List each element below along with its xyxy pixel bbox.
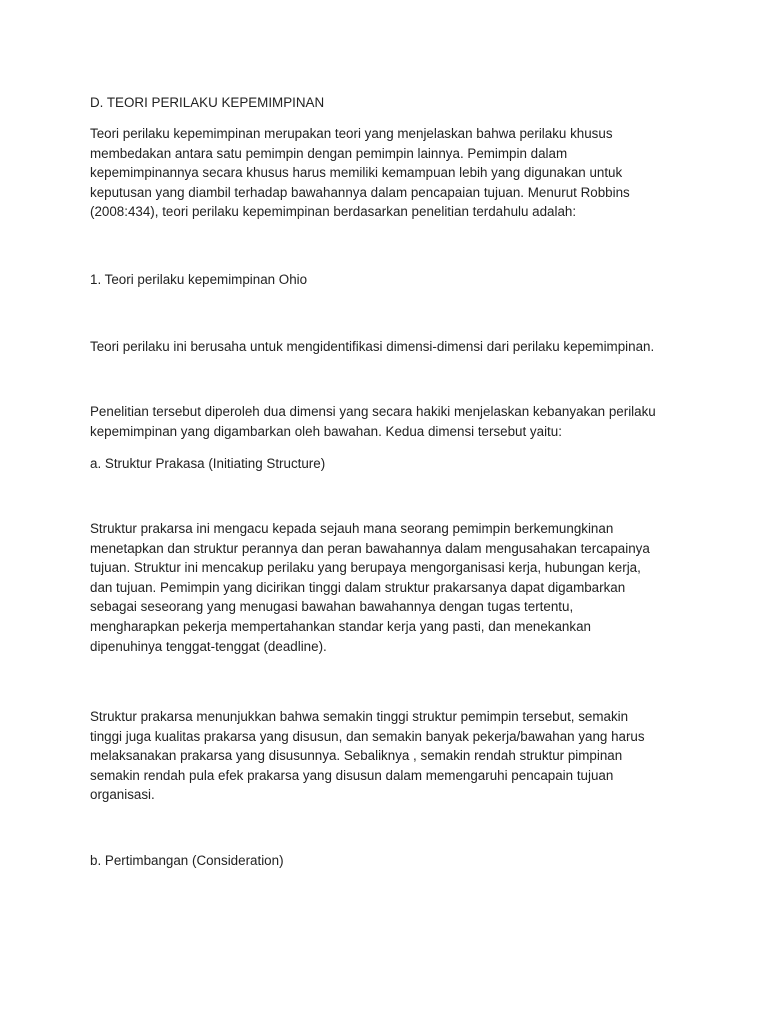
paragraph-line: semakin rendah pula efek prakarsa yang disusun dalam memengaruhi pencapain tujuan (90, 767, 614, 783)
subsection-b-title (90, 851, 698, 871)
paragraph-line: tujuan. Struktur ini mencakup perilaku yang berupaya mengorganisasi kerja, hubungan kerja, (90, 560, 641, 576)
paragraph-line: kepemimpinannya secara khusus harus memiliki kemampuan lebih yang digunakan untuk (90, 165, 623, 181)
paragraph-line: tinggi juga kualitas prakarsa yang disusun, dan semakin banyak pekerja/bawahan yang harus (90, 728, 645, 744)
paragraph-line: mengharapkan pekerja mempertahankan standar kerja yang pasti, dan menekankan (90, 618, 591, 634)
paragraph-line: dan tujuan. Pemimpin yang dicirikan tinggi dalam struktur prakarsanya dapat digambarkan (90, 579, 626, 595)
subsection-a-paragraph-1 (90, 519, 698, 656)
subsection-title-text: a. Struktur Prakasa (Initiating Structure) (90, 456, 326, 471)
paragraph-line: Penelitian tersebut diperoleh dua dimensi yang secara hakiki menjelaskan kebanyakan perilaku (90, 404, 656, 419)
section-1-title (90, 270, 698, 290)
paragraph-line: Struktur prakarsa ini mengacu kepada sejauh mana seorang pemimpin berkemungkinan (90, 521, 614, 536)
subsection-a-title (90, 454, 698, 474)
paragraph-line: Struktur prakarsa menunjukkan bahwa semakin tinggi struktur pemimpin tersebut, semakin (90, 709, 629, 724)
paragraph-line: menetapkan dan struktur perannya dan peran bawahannya dalam mengusahakan tercapainya (90, 540, 650, 556)
section-1-paragraph-2 (90, 402, 698, 441)
paragraph-line: Teori perilaku kepemimpinan merupakan teori yang menjelaskan bahwa perilaku khusus (90, 126, 613, 141)
subsection-a-paragraph-2 (90, 707, 698, 805)
paragraph-line: kepemimpinan yang digambarkan oleh bawahan. Kedua dimensi tersebut yaitu: (90, 423, 562, 439)
intro-paragraph (90, 124, 698, 222)
paragraph-line: keputusan yang diambil terhadap bawahannya dalam pencapaian tujuan. Menurut Robbins (90, 184, 630, 200)
section-title-text: 1. Teori perilaku kepemimpinan Ohio (90, 272, 308, 287)
paragraph-line: membedakan antara satu pemimpin dengan pemimpin lainnya. Pemimpin dalam (90, 145, 568, 161)
paragraph-line: melaksanakan prakarsa yang disusunnya. Sebaliknya , semakin rendah struktur pimpinan (90, 748, 623, 764)
heading-text: D. TEORI PERILAKU KEPEMIMPINAN (90, 95, 325, 110)
paragraph-line: dipenuhinya tenggat-tenggat (deadline). (90, 638, 327, 654)
paragraph-line: (2008:434), teori perilaku kepemimpinan berdasarkan penelitian terdahulu adalah: (90, 204, 577, 220)
paragraph-line: sebagai seseorang yang menugasi bawahan bawahannya dengan tugas tertentu, (90, 599, 574, 615)
subsection-title-text: b. Pertimbangan (Consideration) (90, 853, 284, 868)
document-heading (90, 93, 698, 113)
section-1-paragraph-1 (90, 337, 698, 357)
paragraph-line: organisasi. (90, 787, 155, 803)
paragraph-line: Teori perilaku ini berusaha untuk mengidentifikasi dimensi-dimensi dari perilaku kepemimpinan. (90, 339, 655, 354)
